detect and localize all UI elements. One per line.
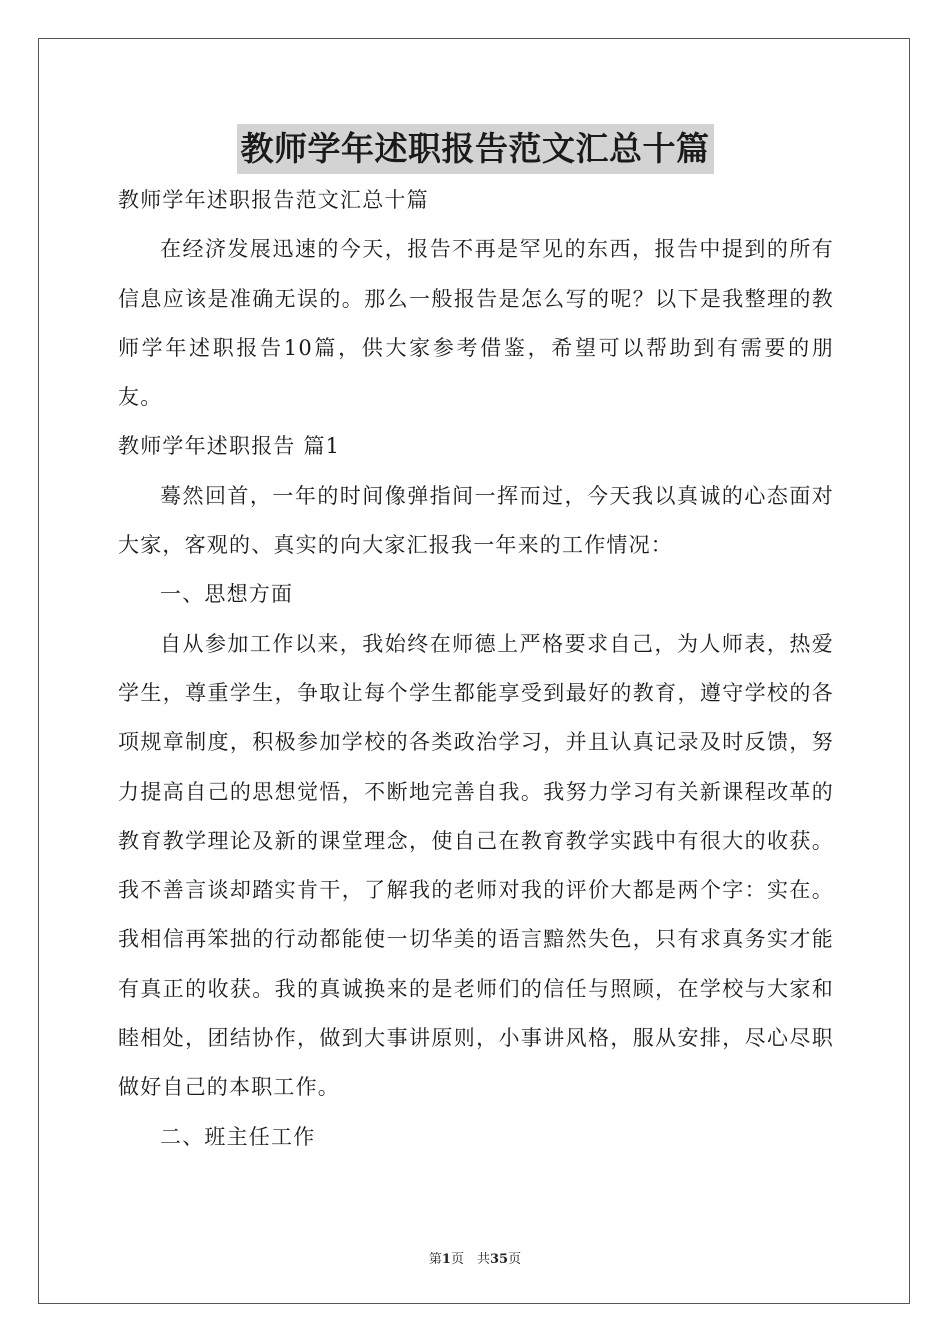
footer-page-prefix: 第: [428, 1252, 442, 1267]
document-body: [118, 176, 834, 1162]
body-paragraph: 蓦然回首，一年的时间像弹指间一挥而过，今天我以真诚的心态面对大家，客观的、真实的向大家汇报我一年来的工作情况：: [118, 483, 834, 558]
subtitle-paragraph: 教师学年述职报告范文汇总十篇: [118, 188, 429, 212]
section-heading: 教师学年述职报告 篇1: [118, 434, 341, 459]
footer-total-pages: 35: [489, 1252, 509, 1267]
footer-page-suffix: 页 共: [450, 1252, 490, 1267]
subsection-heading: 二、班主任工作: [160, 1124, 316, 1149]
title-wrap: [0, 124, 950, 174]
page-footer: [0, 1248, 950, 1267]
footer-total-suffix: 页: [508, 1252, 522, 1267]
subsection-heading: 一、思想方面: [160, 582, 294, 607]
intro-paragraph: 在经济发展迅速的今天，报告不再是罕见的东西，报告中提到的所有信息应该是准确无误的。那么一般报告是怎么写的呢？以下是我整理的教师学年述职报告10篇，供大家参考借鉴，希望可以帮助到有需要的朋友。: [118, 237, 834, 410]
footer-page-number: 1: [441, 1252, 451, 1267]
document-title: 教师学年述职报告范文汇总十篇: [237, 124, 714, 174]
body-paragraph: 自从参加工作以来，我始终在师德上严格要求自己，为人师表，热爱学生，尊重学生，争取让每个学生都能享受到最好的教育，遵守学校的各项规章制度，积极参加学校的各类政治学习，并且认真记录及时反馈，努力提高自己的思想觉悟，不断地完善自我。我努力学习有关新课程改革的教育教学理论及新的课堂理念，使自己在教育教学实践中有很大的收获。我不善言谈却踏实肯干，了解我的老师对我的评价大都是两个字：实在。我相信再笨拙的行动都能使一切华美的语言黯然失色，只有求真务实才能有真正的收获。我的真诚换来的是老师们的信任与照顾，在学校与大家和睦相处，团结协作，做到大事讲原则，小事讲风格，服从安排，尽心尽职做好自己的本职工作。: [118, 631, 834, 1100]
